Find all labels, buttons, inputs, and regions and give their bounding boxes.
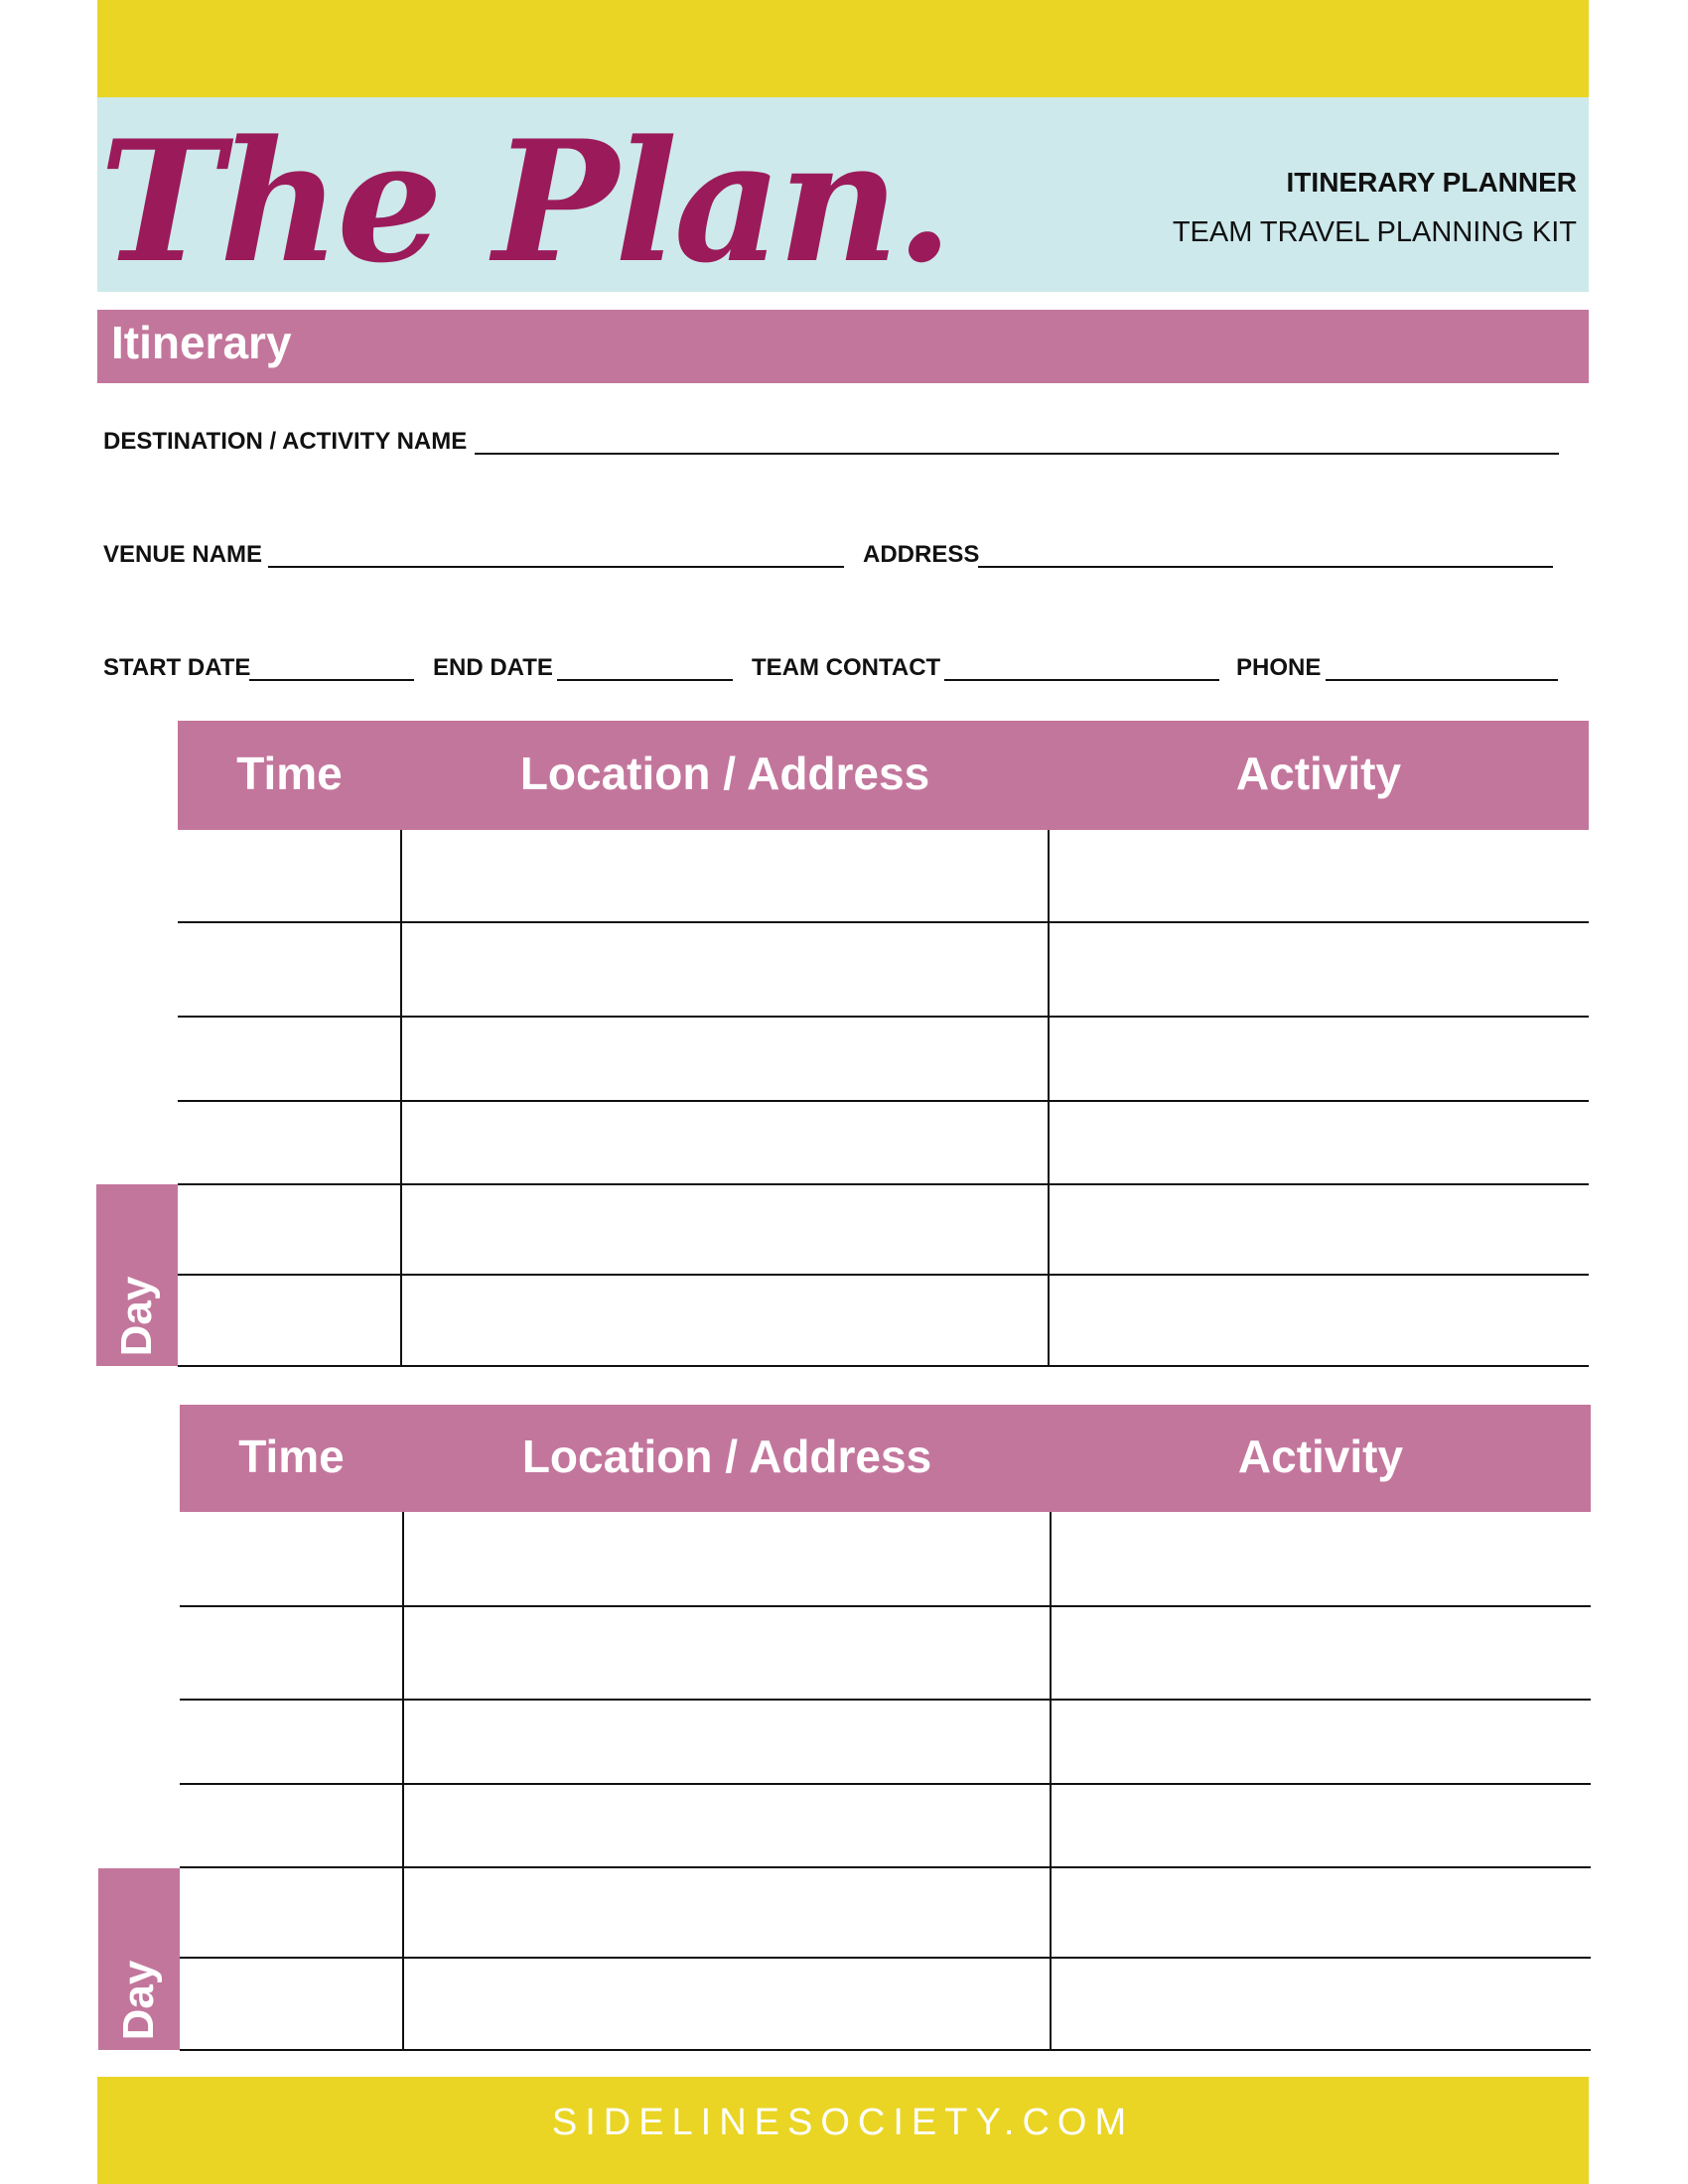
day-2-location-header: Location / Address xyxy=(521,1431,932,1482)
brand-title: The Plan. xyxy=(99,103,950,300)
end-date-field[interactable] xyxy=(557,679,733,681)
section-bar xyxy=(97,310,1589,383)
start-date-field[interactable] xyxy=(249,679,414,681)
destination-label: DESTINATION / ACTIVITY NAME xyxy=(103,428,468,455)
address-label: ADDRESS xyxy=(863,541,980,568)
day-1-location-header: Location / Address xyxy=(519,748,930,799)
day-1-row-line xyxy=(178,1016,1589,1018)
day-1-time-header: Time xyxy=(236,748,343,799)
day-1-activity-header: Activity xyxy=(1235,748,1402,799)
day-2-column-divider xyxy=(402,1512,404,2050)
day-1-column-divider xyxy=(400,830,402,1366)
day-2-label: Day xyxy=(114,1960,163,2041)
phone-field[interactable] xyxy=(1326,679,1558,681)
day-1-row-line xyxy=(178,1274,1589,1276)
day-2-row-line xyxy=(180,1866,1591,1868)
day-2-activity-header: Activity xyxy=(1237,1431,1404,1482)
day-2-row-line xyxy=(180,1699,1591,1701)
team-contact-field[interactable] xyxy=(944,679,1219,681)
kit-title: ITINERARY PLANNER xyxy=(1286,167,1577,198)
day-1-row-line xyxy=(178,1365,1589,1367)
start-date-label: START DATE xyxy=(103,654,251,681)
venue-label: VENUE NAME xyxy=(103,541,263,568)
day-1-column-divider xyxy=(1048,830,1050,1366)
day-1-row-line xyxy=(178,1100,1589,1102)
kit-subtitle: TEAM TRAVEL PLANNING KIT xyxy=(1172,216,1577,248)
day-2-time-header: Time xyxy=(238,1431,345,1482)
day-1-label: Day xyxy=(112,1276,161,1357)
end-date-label: END DATE xyxy=(433,654,553,681)
day-2-row-line xyxy=(180,2049,1591,2051)
day-1-row-line xyxy=(178,1183,1589,1185)
day-2-row-line xyxy=(180,1783,1591,1785)
address-field[interactable] xyxy=(978,566,1553,568)
section-title: Itinerary xyxy=(111,317,292,368)
phone-label: PHONE xyxy=(1236,654,1322,681)
venue-field[interactable] xyxy=(268,566,844,568)
destination-field[interactable] xyxy=(475,453,1559,455)
day-1-row-line xyxy=(178,921,1589,923)
day-2-column-divider xyxy=(1050,1512,1052,2050)
day-2-row-line xyxy=(180,1605,1591,1607)
day-2-row-line xyxy=(180,1957,1591,1959)
team-contact-label: TEAM CONTACT xyxy=(752,654,941,681)
top-color-bar xyxy=(97,0,1589,97)
footer-website: SIDELINESOCIETY.COM xyxy=(551,2102,1135,2143)
